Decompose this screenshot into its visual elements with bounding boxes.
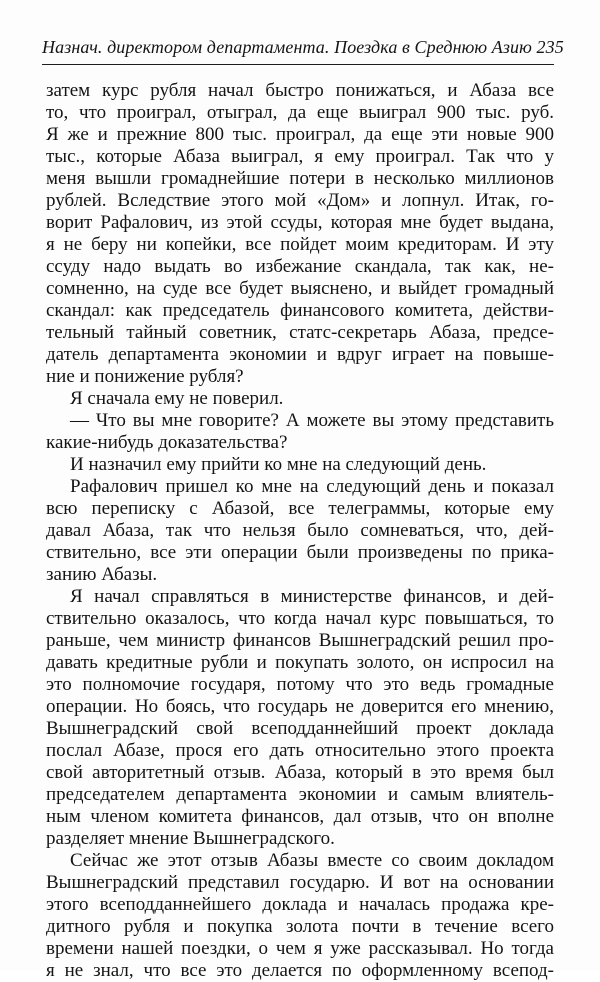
- text-line: тыс., которые Абаза выиграл, я ему проиграл. Так что у: [46, 146, 554, 167]
- text-line: председателем департамента экономии и самым влиятель-: [46, 784, 554, 805]
- text-line: операции. Но боясь, что государь не доверится его мнению,: [46, 696, 554, 717]
- body-text: [46, 80, 554, 982]
- text-line: я не знал, что все это делается по оформленному всепод-: [46, 960, 554, 981]
- text-line: занию Абазы.: [46, 564, 158, 585]
- text-line: затем курс рубля начал быстро понижаться, и Абаза все: [46, 80, 554, 101]
- text-line: Я сначала ему не поверил.: [70, 388, 284, 409]
- text-line: давал Абаза, так что нельзя было сомневаться, что, дей-: [46, 520, 554, 541]
- text-line: ние и понижение рубля?: [46, 366, 244, 387]
- text-line: свой авторитетный отзыв. Абаза, который в это время был: [46, 762, 554, 783]
- text-line: ворит Рафалович, из этой ссуды, которая мне будет выдана,: [46, 212, 554, 233]
- text-line: это полномочие государя, потому что это ведь громадные: [46, 674, 554, 695]
- text-line: — Что вы мне говорите? А можете вы этому представить: [70, 410, 554, 431]
- text-line: И назначил ему прийти ко мне на следующий день.: [70, 454, 487, 475]
- text-line: какие-нибудь доказательства?: [46, 432, 288, 453]
- text-line: времени нашей поездки, о чем я уже рассказывал. Но тогда: [46, 938, 554, 959]
- text-line: дитного рубля и покупка золота почти в течение всего: [46, 916, 554, 937]
- text-line: Вышнеградский представил государю. И вот на основании: [46, 872, 554, 893]
- running-head: Назнач. директором департамента. Поездка в Среднюю Азию 235: [42, 37, 564, 57]
- text-line: Вышнеградский свой всеподданнейший проект доклада: [46, 718, 554, 739]
- text-line: ствительно оказалось, что когда начал курс повышаться, то: [46, 608, 554, 629]
- text-line: тельный тайный советник, статс-секретарь Абаза, предсе-: [46, 322, 554, 343]
- text-line: Сейчас же этот отзыв Абазы вместе со своим докладом: [70, 850, 554, 871]
- text-line: сомненно, на суде все будет выяснено, и выйдет громадный: [46, 278, 554, 299]
- text-line: рублей. Вследствие этого мой «Дом» и лопнул. Итак, го-: [46, 190, 554, 211]
- text-line: ствительно, все эти операции были произведены по прика-: [46, 542, 554, 563]
- header-rule: [42, 64, 554, 65]
- text-line: разделяет мнение Вышнеградского.: [46, 828, 335, 849]
- text-line: давать кредитные рубли и покупать золото, он испросил на: [46, 652, 554, 673]
- text-line: скандал: как председатель финансового комитета, действи-: [46, 300, 554, 321]
- text-line: Я начал справляться в министерстве финансов, и дей-: [70, 586, 554, 607]
- text-line: этого всеподданнейшего доклада и началась продажа кре-: [46, 894, 554, 915]
- text-line: ным членом комитета финансов, дал отзыв, что он вполне: [46, 806, 554, 827]
- text-line: то, что проиграл, отыграл, да еще выиграл 900 тыс. руб.: [46, 102, 554, 123]
- text-line: всю переписку с Абазой, все телеграммы, которые ему: [46, 498, 554, 519]
- text-line: я не беру ни копейки, все пойдет моим кредиторам. И эту: [46, 234, 554, 255]
- text-line: раньше, чем министр финансов Вышнеградский решил про-: [46, 630, 554, 651]
- text-line: датель департамента экономии и вдруг играет на повыше-: [46, 344, 554, 365]
- text-line: Рафалович пришел ко мне на следующий день и показал: [70, 476, 554, 497]
- text-line: послал Абазе, прося его дать относительно этого проекта: [46, 740, 554, 761]
- text-line: меня вышли громаднейшие потери в несколько миллионов: [46, 168, 554, 189]
- text-line: ссуду надо выдать во избежание скандала, так как, не-: [46, 256, 554, 277]
- text-line: Я же и прежние 800 тыс. проиграл, да еще эти новые 900: [46, 124, 554, 145]
